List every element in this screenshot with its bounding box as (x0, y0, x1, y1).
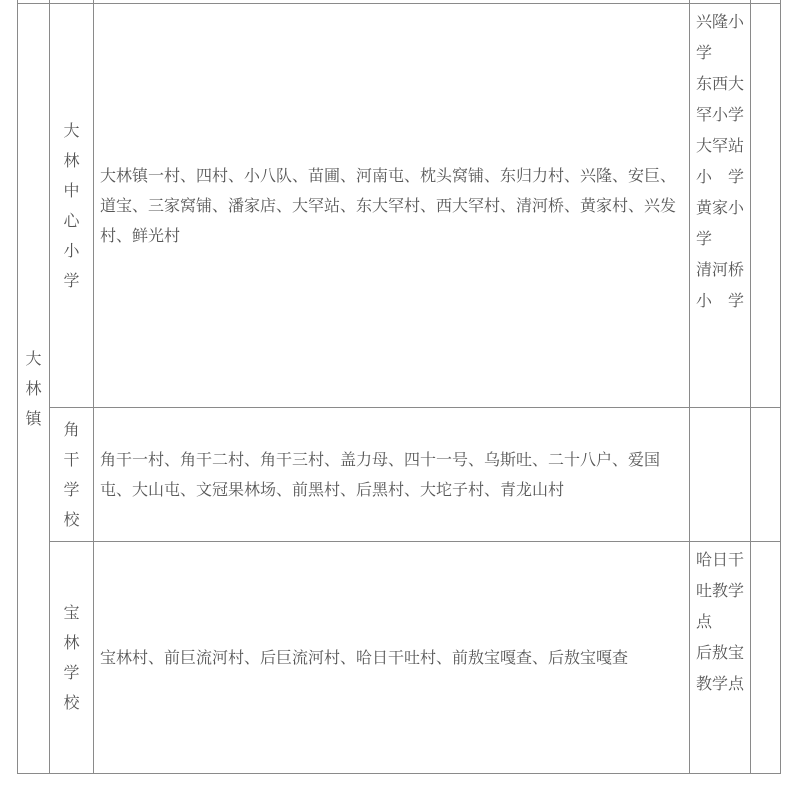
teaching-points-cell (690, 408, 751, 542)
teaching-point: 后敖宝教学点 (696, 643, 745, 693)
table-row (18, 542, 781, 774)
school-district-table (17, 0, 781, 774)
town-name-cell: 大林镇 (18, 4, 50, 774)
table-row (18, 4, 781, 408)
teaching-points-cell (690, 4, 751, 408)
school-name-cell: 大林中心小学 (50, 4, 94, 408)
school-name-cell: 宝林学校 (50, 542, 94, 774)
teaching-point: 东西大罕小学 (696, 74, 745, 124)
teaching-point: 清河桥小学 (696, 260, 745, 310)
blank-cell (751, 542, 781, 774)
blank-cell (751, 4, 781, 408)
village-list-cell: 角干一村、角干二村、角干三村、盖力母、四十一号、乌斯吐、二十八户、爱国屯、大山屯、文冠果林场、前黑村、后黑村、大坨子村、青龙山村 (94, 408, 690, 542)
teaching-point: 大罕站小学 (696, 136, 745, 186)
village-list-cell: 大林镇一村、四村、小八队、苗圃、河南屯、枕头窝铺、东归力村、兴隆、安巨、道宝、三家窝铺、潘家店、大罕站、东大罕村、西大罕村、清河桥、黄家村、兴发村、鲜光村 (94, 4, 690, 408)
school-name-cell: 角干学校 (50, 408, 94, 542)
village-list-cell: 宝林村、前巨流河村、后巨流河村、哈日干吐村、前敖宝嘎查、后敖宝嘎查 (94, 542, 690, 774)
table-row (18, 408, 781, 542)
teaching-points-cell (690, 542, 751, 774)
blank-cell (751, 408, 781, 542)
teaching-point: 黄家小学 (696, 198, 745, 248)
teaching-point: 哈日干吐教学点 (696, 550, 745, 631)
teaching-point: 兴隆小学 (696, 12, 745, 62)
